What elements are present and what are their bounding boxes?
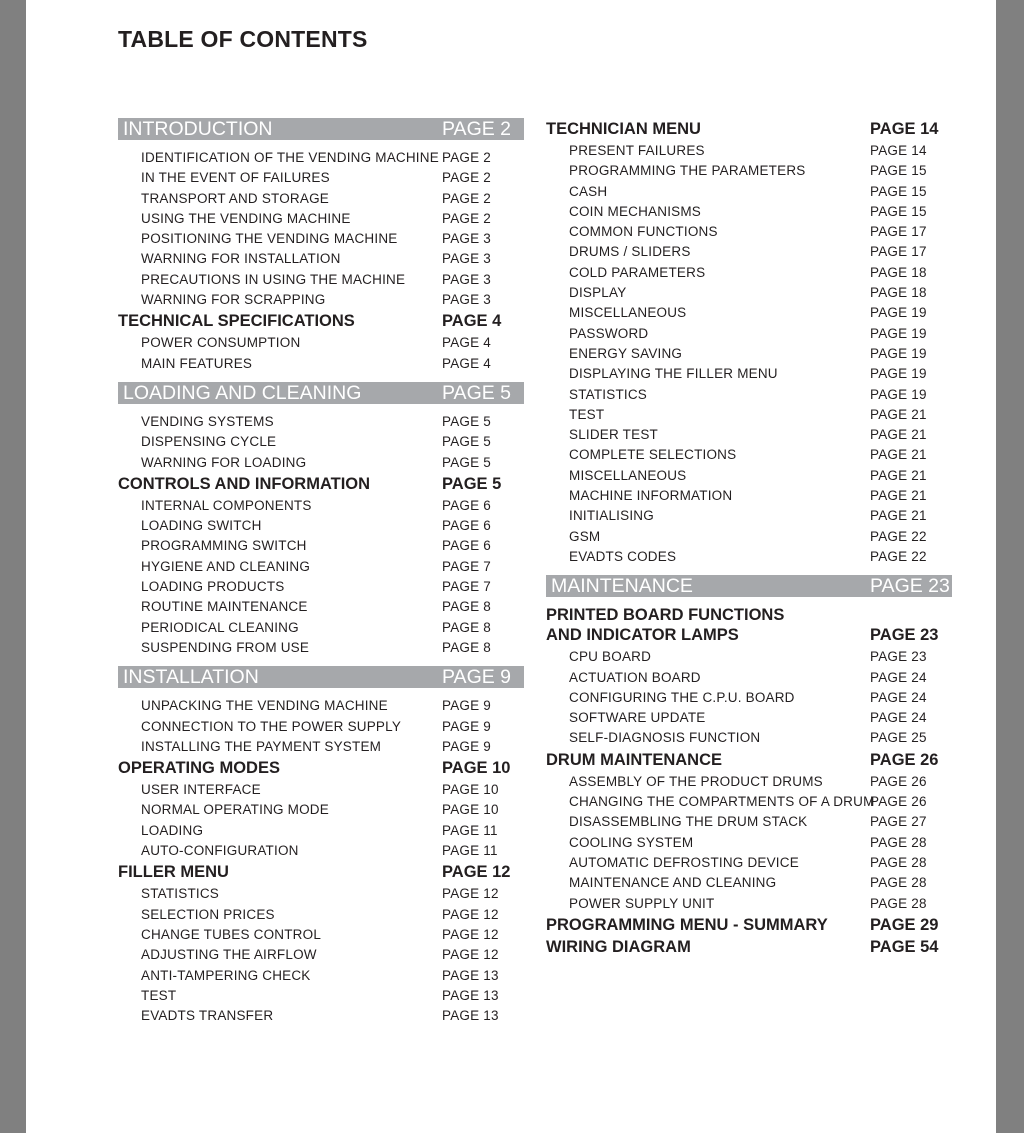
section-title [551,575,693,597]
toc-entry-title: DISPENSING CYCLE [141,434,277,450]
toc-entry [546,222,952,242]
toc-entry-title: PERIODICAL CLEANING [141,619,299,635]
section-title [123,118,273,140]
toc-entry [118,333,524,353]
section-page-number: PAGE 26 [870,750,939,769]
toc-entry-title: WARNING FOR LOADING [141,454,307,470]
toc-entry-page: PAGE 5 [442,454,491,470]
toc-entry-page: PAGE 6 [442,518,491,534]
toc-entry [118,536,524,556]
toc-entry [546,486,952,506]
toc-entry-title: SUSPENDING FROM USE [141,639,310,655]
toc-entry [546,425,952,445]
toc-entry-page: PAGE 3 [442,231,491,247]
toc-entry-page: PAGE 21 [870,488,927,504]
toc-entry [118,290,524,310]
toc-entry-title: GSM [569,528,601,544]
toc-entry-title: DISPLAYING THE FILLER MENU [569,366,778,382]
toc-entry-page: PAGE 15 [870,203,927,219]
toc-entry-title: UNPACKING THE VENDING MACHINE [141,698,388,714]
toc-entry-title: IDENTIFICATION OF THE VENDING MACHINE [141,150,439,165]
toc-entry-page: PAGE 24 [870,669,927,685]
toc-entry-page: PAGE 25 [870,730,927,746]
toc-entry-page: PAGE 3 [442,251,491,267]
section-page-number: PAGE 9 [442,666,512,689]
toc-entry-page: PAGE 8 [442,639,491,655]
toc-entry-page: PAGE 5 [442,413,491,429]
toc-entry-title: CPU BOARD [569,649,652,665]
toc-entry-page: PAGE 2 [442,210,491,226]
toc-entry-title: USING THE VENDING MACHINE [141,210,351,226]
toc-entry-title: LOADING PRODUCTS [141,579,285,595]
toc-entry-title: PASSWORD [569,325,649,341]
toc-entry-page: PAGE 26 [870,794,927,810]
toc-entry [118,884,524,904]
toc-entry [118,432,524,452]
toc-entry [546,668,952,688]
toc-entry-title: STATISTICS [141,886,220,902]
toc-entry-title: POWER SUPPLY UNIT [569,895,715,911]
toc-entry [118,189,524,209]
toc-entry-title: PRESENT FAILURES [569,143,705,158]
toc-entry-title: LOADING SWITCH [141,518,262,534]
toc-entry-page: PAGE 8 [442,619,491,635]
section-banner [118,118,524,140]
section-heading [546,750,952,770]
toc-entry-page: PAGE 13 [442,987,499,1003]
section-page-number: PAGE 29 [870,915,939,934]
section-banner [118,382,524,404]
toc-entry-title: ENERGY SAVING [569,345,683,361]
toc-entry-page: PAGE 11 [442,822,498,838]
section-banner [546,575,952,597]
toc-entry-title: ASSEMBLY OF THE PRODUCT DRUMS [569,773,823,789]
toc-entry-page: PAGE 3 [442,292,491,308]
section-page-number: PAGE 12 [442,863,511,882]
toc-entry-title: CASH [569,183,608,199]
section-heading [118,862,524,882]
toc-entry-page: PAGE 22 [870,548,927,564]
toc-entry [118,841,524,861]
toc-entry [546,263,952,283]
toc-entry [118,209,524,229]
toc-entry-title: COMMON FUNCTIONS [569,224,718,240]
toc-entry-page: PAGE 4 [442,335,491,351]
toc-entry [118,557,524,577]
toc-entry [118,717,524,737]
toc-entry [118,800,524,820]
section-heading [118,311,524,331]
toc-entry [118,249,524,269]
toc-entry-title: MISCELLANEOUS [569,305,687,321]
toc-entry [546,728,952,748]
toc-entry [118,516,524,536]
page-title: TABLE OF CONTENTS [118,26,368,52]
toc-entry [546,202,952,222]
toc-entry-page: PAGE 21 [870,447,927,463]
toc-entry-page: PAGE 3 [442,271,491,287]
toc-entry-page: PAGE 10 [442,782,499,798]
toc-entry [118,577,524,597]
toc-entry [118,453,524,473]
toc-entry-page: PAGE 6 [442,538,491,554]
toc-entry-title: CONFIGURING THE C.P.U. BOARD [569,689,795,705]
section-page-number: PAGE 10 [442,759,511,778]
toc-entry [546,364,952,384]
section-page-number: PAGE 4 [442,312,502,331]
toc-entry [118,986,524,1006]
toc-entry-page: PAGE 21 [870,406,927,422]
toc-entry [546,405,952,425]
toc-entry-page: PAGE 18 [870,264,927,280]
toc-entry-title: SOFTWARE UPDATE [569,710,706,726]
toc-entry [546,506,952,526]
section-page-number: PAGE 23 [870,626,939,645]
toc-entry [118,270,524,290]
toc-entry-page: PAGE 19 [870,345,927,361]
section-page-number: PAGE 5 [442,381,512,404]
section-page-number: PAGE 54 [870,937,939,956]
toc-entry-page: PAGE 4 [442,355,491,371]
toc-entry-page: PAGE 9 [442,718,491,734]
section-title-line: TECHNICAL SPECIFICATIONS [118,312,355,331]
toc-entry-page: PAGE 2 [442,170,491,186]
toc-entry [546,161,952,181]
toc-column-right [546,118,952,959]
toc-entry-title: ADJUSTING THE AIRFLOW [141,947,317,963]
toc-entry [546,708,952,728]
toc-entry [546,527,952,547]
toc-entry-title: WARNING FOR INSTALLATION [141,251,341,267]
toc-entry-title: ACTUATION BOARD [569,669,701,685]
toc-entry [118,597,524,617]
toc-entry-title: SLIDER TEST [569,427,658,443]
toc-entry [118,737,524,757]
toc-entry [118,905,524,925]
toc-entry-page: PAGE 17 [870,224,927,240]
toc-entry [546,873,952,893]
toc-entry-title: TEST [569,406,605,422]
toc-entry-title: EVADTS CODES [569,548,677,564]
toc-entry [118,966,524,986]
section-title-line: CONTROLS AND INFORMATION [118,474,371,493]
toc-entry-title: AUTO-CONFIGURATION [141,843,299,859]
toc-entry-page: PAGE 22 [870,528,927,544]
toc-entry [118,354,524,374]
toc-entry [546,833,952,853]
toc-entry [118,821,524,841]
section-heading [546,937,952,957]
toc-entry [118,148,524,168]
toc-entry [118,638,524,658]
toc-entry-page: PAGE 12 [442,886,499,902]
toc-entry [546,385,952,405]
toc-entry-page: PAGE 12 [442,906,499,922]
section-title-line: PROGRAMMING MENU - SUMMARY [546,915,828,934]
toc-entry [118,780,524,800]
toc-entry-page: PAGE 19 [870,305,927,321]
toc-entry-title: DRUMS / SLIDERS [569,244,691,260]
toc-entry-page: PAGE 7 [442,558,491,574]
toc-entry-page: PAGE 9 [442,738,491,754]
toc-entry-page: PAGE 27 [870,814,927,830]
toc-entry-title: CHANGE TUBES CONTROL [141,926,322,942]
toc-entry [546,324,952,344]
toc-entry-page: PAGE 14 [870,143,927,158]
section-heading [546,119,952,139]
toc-entry [546,853,952,873]
toc-entry-page: PAGE 2 [442,150,491,165]
toc-entry-title: COIN MECHANISMS [569,203,702,219]
toc-entry-title: LOADING [141,822,204,838]
toc-entry-title: WARNING FOR SCRAPPING [141,292,326,308]
toc-entry-title: SELECTION PRICES [141,906,275,922]
section-title-line: MAINTENANCE [551,575,693,598]
toc-entry [118,696,524,716]
toc-entry-title: STATISTICS [569,386,648,402]
toc-entry-title: POSITIONING THE VENDING MACHINE [141,231,398,247]
toc-entry-page: PAGE 13 [442,967,499,983]
toc-entry-title: ROUTINE MAINTENANCE [141,599,308,615]
toc-entry-page: PAGE 21 [870,427,927,443]
toc-entry-page: PAGE 23 [870,649,927,665]
toc-entry-page: PAGE 28 [870,834,927,850]
section-page-number: PAGE 5 [442,474,502,493]
toc-entry-title: IN THE EVENT OF FAILURES [141,170,330,186]
toc-entry-title: MISCELLANEOUS [569,467,687,483]
toc-entry-page: PAGE 19 [870,325,927,341]
toc-entry-page: PAGE 15 [870,183,927,199]
toc-entry-title: EVADTS TRANSFER [141,1008,274,1024]
toc-entry-title: CONNECTION TO THE POWER SUPPLY [141,718,402,734]
toc-entry-page: PAGE 28 [870,875,927,891]
section-heading [118,758,524,778]
toc-entry-title: COMPLETE SELECTIONS [569,447,737,463]
toc-entry [546,812,952,832]
toc-entry-title: MACHINE INFORMATION [569,488,733,504]
toc-entry-page: PAGE 26 [870,773,927,789]
toc-entry-page: PAGE 6 [442,497,491,513]
toc-entry [546,466,952,486]
section-title-line: AND INDICATOR LAMPS [546,626,739,645]
toc-entry-title: ANTI-TAMPERING CHECK [141,967,311,983]
toc-entry-page: PAGE 13 [442,1008,499,1024]
toc-entry [546,772,952,792]
toc-entry-title: PROGRAMMING SWITCH [141,538,307,554]
toc-entry [118,925,524,945]
toc-entry-title: DISASSEMBLING THE DRUM STACK [569,814,808,830]
toc-column-left [118,118,524,1026]
toc-entry-page: PAGE 15 [870,163,927,179]
toc-entry-page: PAGE 9 [442,698,491,714]
toc-entry-title: DISPLAY [569,285,627,301]
section-heading [118,474,524,494]
toc-entry [118,168,524,188]
toc-entry-page: PAGE 17 [870,244,927,260]
section-banner [118,666,524,688]
toc-entry-title: TRANSPORT AND STORAGE [141,190,329,206]
toc-entry [546,141,952,161]
section-title-line: PRINTED BOARD FUNCTIONS [546,606,785,625]
section-title-line: FILLER MENU [118,863,229,882]
toc-entry-page: PAGE 7 [442,579,491,595]
section-page-number: PAGE 14 [870,120,939,138]
section-page-number: PAGE 2 [442,118,512,140]
toc-entry-page: PAGE 12 [442,926,499,942]
section-title [123,666,259,688]
section-heading [546,915,952,935]
toc-entry [118,229,524,249]
toc-entry-title: TEST [141,987,177,1003]
toc-entry-page: PAGE 28 [870,854,927,870]
toc-entry [546,303,952,323]
toc-entry-title: HYGIENE AND CLEANING [141,558,311,574]
toc-entry-page: PAGE 10 [442,802,499,818]
toc-entry-page: PAGE 8 [442,599,491,615]
toc-entry-title: VENDING SYSTEMS [141,413,274,429]
section-heading [546,605,952,645]
toc-entry [546,547,952,567]
toc-entry [546,445,952,465]
section-title-line: TECHNICIAN MENU [546,120,701,138]
toc-entry [546,283,952,303]
section-title-line: LOADING AND CLEANING [123,381,362,404]
toc-entry [118,412,524,432]
toc-entry [118,1006,524,1026]
toc-entry [546,792,952,812]
toc-entry-title: INITIALISING [569,508,654,524]
section-title-line: INSTALLATION [123,666,259,689]
toc-entry-title: NORMAL OPERATING MODE [141,802,329,818]
section-title-line: OPERATING MODES [118,759,280,778]
toc-entry-title: PROGRAMMING THE PARAMETERS [569,163,806,179]
section-page-number: PAGE 23 [870,575,950,598]
toc-entry-page: PAGE 28 [870,895,927,911]
toc-entry-title: AUTOMATIC DEFROSTING DEVICE [569,854,799,870]
toc-entry-title: MAINTENANCE AND CLEANING [569,875,777,891]
toc-entry-title: POWER CONSUMPTION [141,335,301,351]
toc-entry-title: MAIN FEATURES [141,355,253,371]
toc-entry [546,242,952,262]
section-title-line: INTRODUCTION [123,118,273,140]
toc-entry [118,618,524,638]
toc-entry-page: PAGE 5 [442,434,491,450]
toc-entry-title: INSTALLING THE PAYMENT SYSTEM [141,738,382,754]
toc-entry-title: COOLING SYSTEM [569,834,694,850]
toc-entry-title: USER INTERFACE [141,782,261,798]
toc-entry-page: PAGE 19 [870,366,927,382]
toc-entry-page: PAGE 12 [442,947,499,963]
toc-entry-page: PAGE 21 [870,508,927,524]
toc-entry-page: PAGE 2 [442,190,491,206]
toc-entry [546,182,952,202]
toc-entry [118,496,524,516]
toc-entry-page: PAGE 21 [870,467,927,483]
toc-entry-title: SELF-DIAGNOSIS FUNCTION [569,730,761,746]
toc-entry-title: PRECAUTIONS IN USING THE MACHINE [141,271,406,287]
toc-entry-page: PAGE 24 [870,689,927,705]
toc-entry [118,945,524,965]
document-page [26,0,996,1133]
toc-entry-title: COLD PARAMETERS [569,264,706,280]
toc-entry-title: CHANGING THE COMPARTMENTS OF A DRUM [569,794,875,810]
section-title-line: DRUM MAINTENANCE [546,750,722,769]
section-title-line: WIRING DIAGRAM [546,937,691,956]
toc-entry [546,894,952,914]
toc-entry-page: PAGE 24 [870,710,927,726]
toc-entry-page: PAGE 18 [870,285,927,301]
toc-entry-title: INTERNAL COMPONENTS [141,497,312,513]
toc-entry [546,688,952,708]
toc-entry-page: PAGE 11 [442,843,498,859]
section-title [123,382,361,404]
toc-entry-page: PAGE 19 [870,386,927,402]
toc-entry [546,344,952,364]
toc-entry [546,647,952,667]
